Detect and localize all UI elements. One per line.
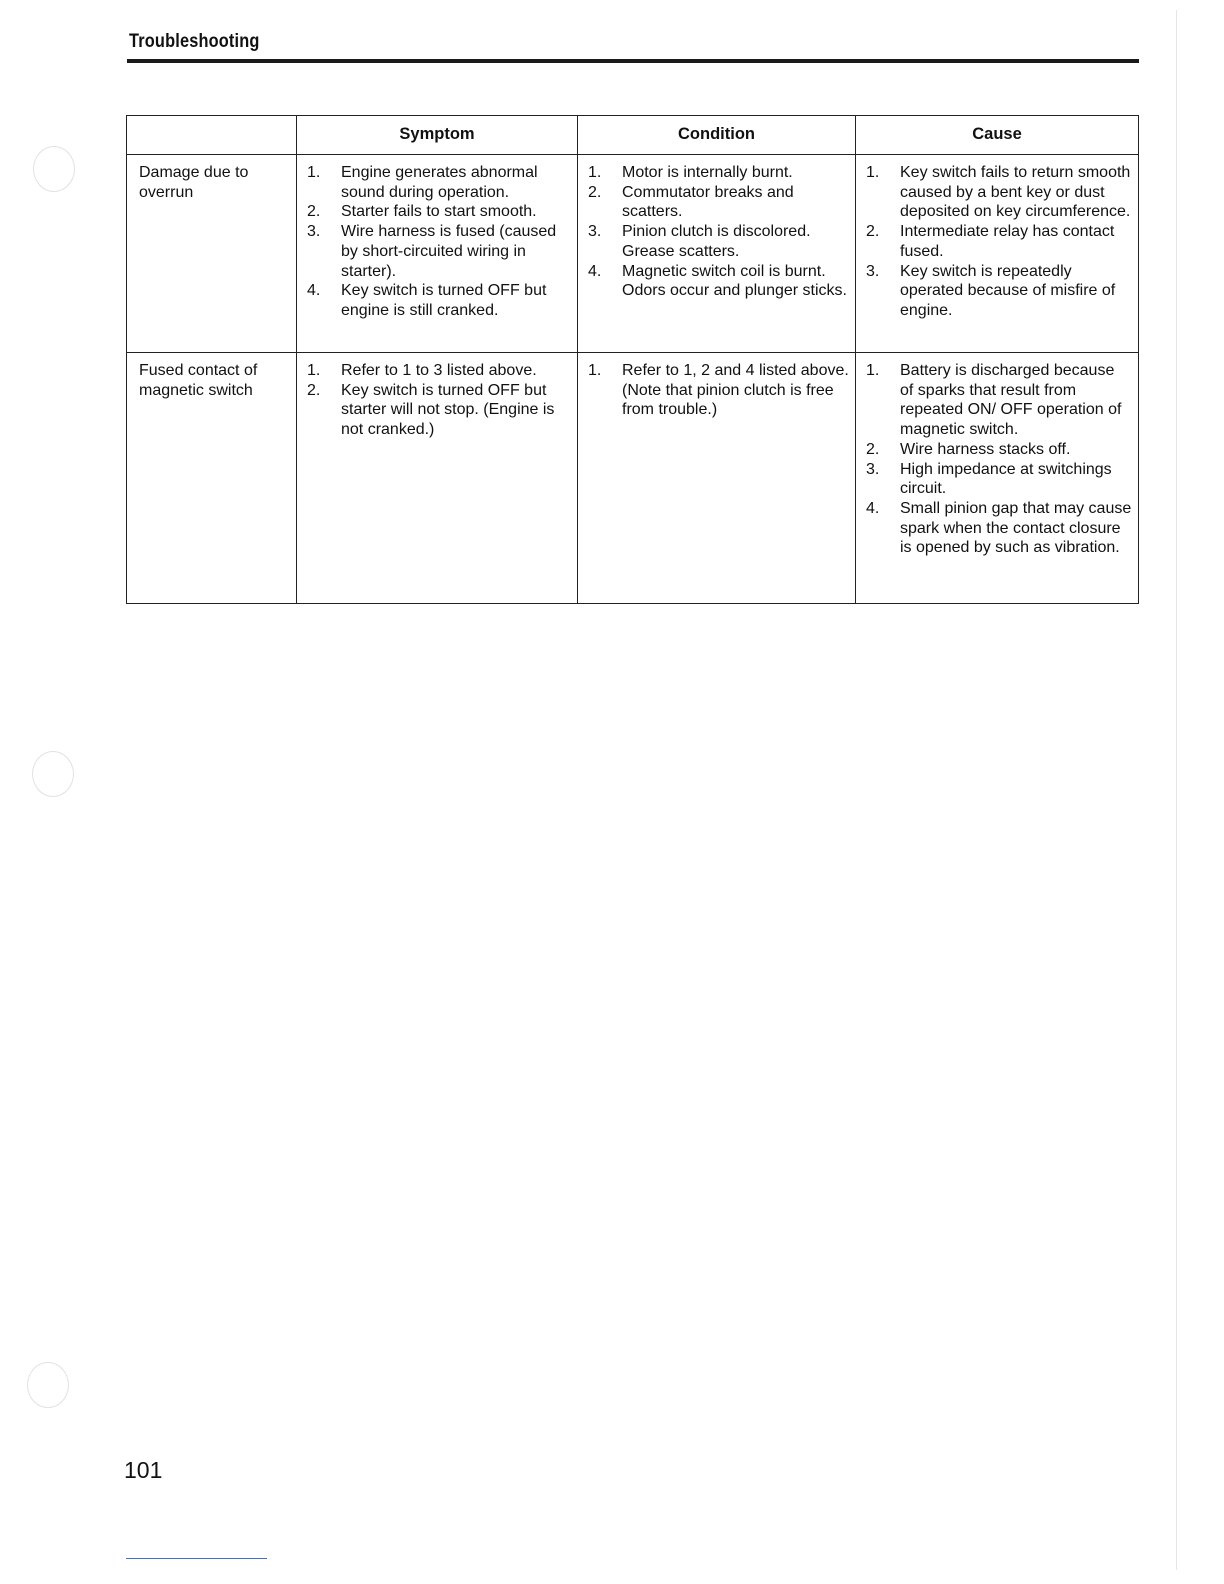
item-number: 4.	[588, 262, 602, 280]
item-text: Key switch is repeatedly operated because of misfire of engine.	[900, 262, 1116, 319]
list-item	[307, 222, 571, 281]
item-text: Engine generates abnormal sound during operation.	[341, 164, 538, 201]
list-item	[866, 361, 1132, 440]
list-item	[307, 163, 571, 202]
item-text: Refer to 1 to 3 listed above.	[341, 362, 537, 379]
list-item	[588, 262, 849, 301]
item-number: 1.	[307, 164, 321, 181]
row-label: Damage due to overrun	[127, 155, 297, 353]
section-title: Troubleshooting	[129, 31, 260, 52]
condition-cell	[578, 155, 856, 353]
item-number: 2.	[588, 183, 602, 201]
cause-cell	[856, 353, 1139, 604]
item-number: 3.	[866, 262, 880, 280]
item-text: Magnetic switch coil is burnt. Odors occur and plunger sticks.	[622, 262, 847, 300]
item-text: Starter fails to start smooth.	[341, 203, 537, 221]
item-number: 1.	[866, 164, 880, 181]
item-text: Commutator breaks and scatters.	[622, 183, 794, 221]
item-text: Key switch fails to return smooth caused by a bent key or dust deposited on key circumference.	[900, 164, 1131, 221]
punch-hole	[27, 1362, 69, 1408]
item-text: Wire harness is fused (caused by short-circuited wiring in starter).	[341, 223, 557, 280]
item-number: 1.	[866, 362, 880, 379]
list-item	[866, 460, 1132, 499]
row-label: Fused contact of magnetic switch	[127, 353, 297, 604]
item-number: 3.	[866, 460, 880, 478]
item-text: Motor is internally burnt.	[622, 164, 793, 181]
item-text: Key switch is turned OFF but engine is still cranked.	[341, 282, 547, 319]
list-item	[307, 361, 571, 381]
table-header-row	[127, 116, 1139, 155]
list-item	[866, 222, 1132, 261]
condition-list	[588, 163, 849, 301]
condition-cell	[578, 353, 856, 604]
item-number: 1.	[588, 362, 602, 379]
item-text: Pinion clutch is discolored. Grease scatters.	[622, 223, 811, 260]
footer-rule	[126, 1558, 267, 1559]
cause-list	[866, 163, 1132, 321]
cause-cell	[856, 155, 1139, 353]
column-header-blank	[127, 116, 297, 155]
list-item	[307, 281, 571, 320]
item-number: 4.	[307, 282, 321, 300]
list-item	[866, 499, 1132, 558]
list-item	[866, 440, 1132, 460]
item-text: Small pinion gap that may cause spark when the contact closure is opened by such as vibration.	[900, 499, 1132, 557]
condition-list	[588, 361, 849, 420]
column-header-cause: Cause	[856, 116, 1139, 155]
item-number: 3.	[307, 223, 321, 241]
list-item	[307, 381, 571, 440]
item-text: Battery is discharged because of sparks that result from repeated ON/ OFF operation of magnetic switch.	[900, 362, 1122, 439]
item-text: High impedance at switchings circuit.	[900, 460, 1112, 498]
symptom-list	[307, 163, 571, 321]
item-number: 1.	[588, 164, 602, 181]
item-number: 2.	[307, 203, 321, 221]
title-rule	[127, 59, 1139, 63]
item-text: Refer to 1, 2 and 4 listed above. (Note that pinion clutch is free from trouble.)	[622, 362, 849, 419]
punch-hole	[33, 146, 75, 192]
page-number: 101	[124, 1457, 163, 1483]
troubleshooting-table	[126, 115, 1139, 604]
list-item	[307, 202, 571, 222]
column-header-symptom: Symptom	[297, 116, 578, 155]
item-number: 3.	[588, 223, 602, 241]
symptom-cell	[297, 353, 578, 604]
table-row	[127, 155, 1139, 353]
item-text: Wire harness stacks off.	[900, 440, 1071, 458]
list-item	[866, 163, 1132, 222]
item-text: Key switch is turned OFF but starter will not stop. (Engine is not cranked.)	[341, 381, 555, 439]
item-number: 2.	[307, 381, 321, 399]
item-number: 4.	[866, 499, 880, 517]
cause-list	[866, 361, 1132, 558]
page-edge	[1176, 10, 1177, 1570]
item-number: 1.	[307, 362, 321, 379]
table-row	[127, 353, 1139, 604]
punch-hole	[32, 751, 74, 797]
item-number: 2.	[866, 440, 880, 458]
list-item	[588, 361, 849, 420]
item-number: 2.	[866, 223, 880, 241]
list-item	[588, 222, 849, 261]
list-item	[588, 183, 849, 222]
symptom-list	[307, 361, 571, 440]
column-header-condition: Condition	[578, 116, 856, 155]
symptom-cell	[297, 155, 578, 353]
item-text: Intermediate relay has contact fused.	[900, 223, 1115, 260]
list-item	[866, 262, 1132, 321]
list-item	[588, 163, 849, 183]
